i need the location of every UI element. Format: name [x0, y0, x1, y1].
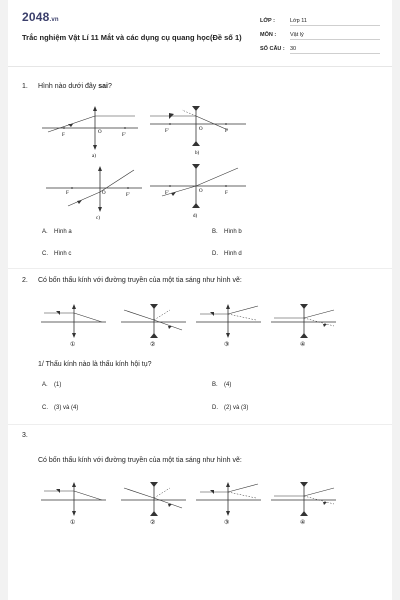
lens-number-label: ④ [300, 520, 306, 526]
lens-figure-4 [271, 304, 336, 348]
lens-number-label: ② [150, 520, 156, 526]
lens-number-label: ③ [224, 520, 230, 526]
question-divider [8, 424, 392, 425]
lens-figure-3 [196, 304, 261, 348]
lens-number-label: ② [150, 342, 156, 348]
answer-option-a[interactable]: A. (1) [42, 382, 62, 388]
sub-question-text: 1/ Thấu kính nào là thấu kính hội tụ? [38, 361, 152, 368]
site-logo[interactable]: 2048.vn [22, 10, 59, 24]
answer-option-d[interactable]: D. Hình d [212, 251, 242, 257]
lens-number-label: ① [70, 520, 76, 526]
focus-label: F [225, 191, 228, 196]
focus-label: F' [122, 133, 126, 138]
lens-number-label: ④ [300, 342, 306, 348]
lens-figure-4 [271, 482, 336, 526]
figure-b [148, 104, 248, 160]
answer-option-b[interactable]: B. Hình b [212, 229, 242, 235]
meta-row-subject: MÔN : Vật lý [260, 32, 380, 40]
question-number: 1. [22, 83, 28, 90]
answer-option-d[interactable]: D. (2) và (3) [212, 405, 249, 411]
lens-figure-2 [121, 482, 186, 526]
center-label: O [98, 130, 102, 135]
lens-number-label: ③ [224, 342, 230, 348]
header-divider [8, 66, 392, 67]
page-title: Trắc nghiệm Vật Lí 11 Mắt và các dụng cụ quang học(Đề số 1) [22, 33, 242, 42]
question-number: 2. [22, 277, 28, 284]
exam-page [8, 0, 392, 600]
meta-row-class: LỚP : Lớp 11 [260, 18, 380, 26]
focus-label: F [66, 191, 69, 196]
question-text: Hình nào dưới đây sai? [38, 83, 112, 90]
center-label: O [102, 191, 106, 196]
question-text: Có bốn thấu kính với đường truyền của một tia sáng như hình vẽ: [38, 457, 242, 464]
focus-label: F [225, 129, 228, 134]
lens-figure-1 [41, 304, 106, 348]
figure-c [44, 164, 144, 220]
lens-figure-1 [41, 482, 106, 526]
lens-diagram-row [36, 478, 376, 528]
answer-option-a[interactable]: A. Hình a [42, 229, 72, 235]
answer-option-c[interactable]: C. Hình c [42, 251, 72, 257]
figure-caption: a) [92, 154, 96, 159]
answer-option-c[interactable]: C. (3) và (4) [42, 405, 79, 411]
center-label: O [199, 127, 203, 132]
figure-caption: b) [195, 151, 200, 156]
figure-d [148, 162, 248, 218]
figure-caption: c) [96, 216, 100, 220]
figure-a [40, 104, 140, 160]
focus-label: F' [165, 191, 169, 196]
center-label: O [199, 189, 203, 194]
meta-row-count: SỐ CÂU : 30 [260, 46, 380, 54]
question-divider [8, 268, 392, 269]
answer-option-b[interactable]: B. (4) [212, 382, 232, 388]
lens-figure-2 [121, 304, 186, 348]
focus-label: F' [126, 193, 130, 198]
figure-caption: d) [193, 214, 198, 218]
lens-diagram-row [36, 300, 376, 350]
focus-label: F' [165, 129, 169, 134]
question-text: Có bốn thấu kính với đường truyền của một tia sáng như hình vẽ: [38, 277, 242, 284]
lens-number-label: ① [70, 342, 76, 348]
question-number: 3. [22, 432, 28, 439]
lens-figure-3 [196, 482, 261, 526]
focus-label: F [62, 133, 65, 138]
